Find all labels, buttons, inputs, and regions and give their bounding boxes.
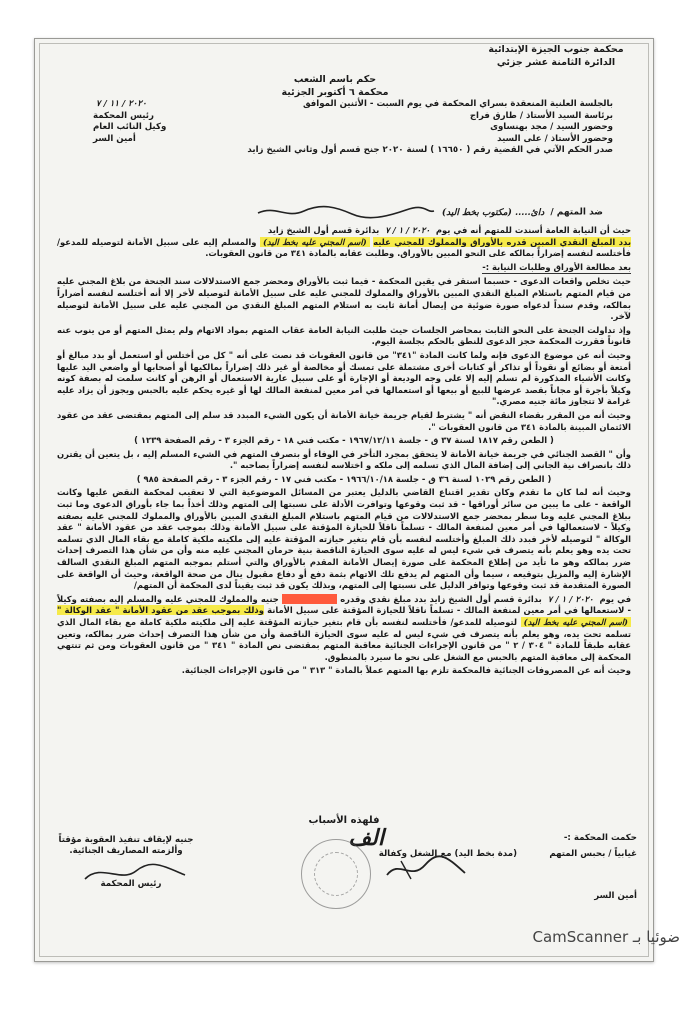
settled-paragraph: وحيث أنه من المقرر بقضاء النقض أنه " يشترط لقيام جريمة خيانة الأمانة أن يكون الشيء المبدد قد سلم إلى المتهم بمقتضى عقد من عقود الائتمان المبينة بالمادة ٣٤١ من قانون العقوبات ". — [57, 409, 631, 432]
sessions-paragraph: وإذ تداولت الجنحة على النحو الثابت بمحاضر الجلسات حيث طلبت النيابة العامة عقاب المتهم بمواد الاتهام ولم يمثل المتهم أو من ينوب عنه قانوناً فقررت المحكمة حجز الدعوى للنطق بالحكم بجلسة اليوم. — [57, 324, 631, 347]
verdict-text: غيابياً / بحبس المتهم — [549, 849, 637, 859]
intent-paragraph: وأن " القصد الجنائي في جريمة خيانة الأمانة لا يتحقق بمجرد التأخر في الوفاء أو بتصرف المتهم في الشيء المسلم إليه ، بل يتعين أن يقترن ذلك بانصراف نية الجاني إلى إضافة المال الذي تسلمه إلى ملكه و اختلاسه لنفسه إضراراً بصاحبه ". — [57, 448, 631, 471]
case-number-line: صدر الحكم الآتي في القضية رقم ( ١٦٦٥٠ ) لسنة ٢٠٢٠ جنح قسم أول وثاني الشيخ زايد — [247, 145, 613, 155]
charge-intro: حيث أن النيابة العامة أسندت للمتهم أنه في يوم — [435, 225, 631, 235]
in-the-name-of-people: حكم باسم الشعب — [293, 74, 377, 85]
repeat-rest: لتوصيله للمدعو/ فأختلسه لنفسه بأن قام بتغير حيازته المؤقتة عليه إلى ملكيته ملكية كاملة مع بقاء المال الذي تسلمه تحت يده، وهو يعلم بأنه يتصرف في شيء ليس له عليه سوى الحيازة الناقصة وأن من شأن هذا التصرف إحداث ضرر بمالكه، وتعين عقابه طبقاً للمادة " ٣٠٤ / ٢ " من قانون الإجراءات الجنائية معاقبة المتهم بمقتضى نص المادة " ٣٤١ " من قانون العقوبات ومن ثم تنتهي المحكمة إلى معاقبة المتهم بالحبس مع الشغل على نحو ما سيرد بالمنطوق. — [57, 617, 631, 662]
accused-name-handwritten: دائ..... (مكتوب بخط اليد) — [441, 207, 545, 218]
ruling-citation-1: ( الطعن رقم ١٨١٧ لسنة ٣٧ ق - جلسة ١٩٦٧/١٢/١١ - مكتب فني ١٨ - رقم الجزء ٣ - رقم الصفحة ١٢٣٩ ) — [134, 435, 554, 446]
clerk-attended: وحضور الأستاذ / على السيد — [497, 133, 613, 144]
repeat-mid: جنيه والمملوك للمجني عليه والمسلم إليه بصفته وكيلاً - لاستعمالها في أمر معين لمنفعة المالك - تسلماً ناقلاً للحيازة المؤقتة على سبيل الأمانة — [57, 593, 631, 616]
accused-line — [113, 205, 603, 219]
repeat-paragraph — [57, 594, 631, 664]
session-date: ٢٠٢٠ / ١١ / ٧ — [96, 99, 147, 109]
court-judgment-page — [34, 38, 654, 962]
facts-paragraph — [57, 276, 631, 322]
repeat-highlight: وذلك بموجب عقد من عقود الأمانة " عقد الوكالة " — [57, 605, 264, 616]
verdict-president: رئيس المحكمة — [100, 879, 162, 889]
charge-rest-2: فأختلسه لنفسه إضراراً بمالكه على النحو المبين بالأوراق. وطلبت عقابه بالمادة ٣٤١ من قانون العقوبات. — [205, 248, 631, 259]
court-header — [471, 43, 641, 69]
merits-text: فإنه ولما كانت المادة "٣٤١" من قانون العقوبات قد نصت على أنه " كل من أختلس أو استعمل أو بدد مبالغ أو أمتعة أو بضائع أو نقوداً أو تذاكر أو كتابات أخرى مشتملة على تمسك أو مخالصة أو غير ذلك إضراراً بمالكيها أو أصحابها أو واضعي اليد عليها وكانت الأشياء المذكورة لم تسلم إليه إلا على وجه الوديعة أو الإجارة أو على سبيل عارية الاستعمال أو الرهن أو كانت سلمت له بصفة كونه وكيلاً بأجرة أو مجاناً بقصد عرضها للبيع أو بيعها أو استعمالها في أمر معين لمنفعة المالك لها أو غيره يحكم عليه بالحبس ويجوز أن يزاد عليه غرامة لا تتجاوز مائة جنيه مصري." — [57, 349, 631, 407]
repeat-place: بدائرة قسم أول الشيخ زايد — [429, 593, 542, 604]
merits-paragraph — [57, 350, 631, 408]
facts-text: - حسبما استقر في يقين المحكمة - فيما ثبت بالأوراق ومحضر جمع الاستدلالات سند الجنحة من بلاغ المجني عليه من قيام المتهم باستلام المبلغ النقدي المبين بالأوراق والمملوك للمجني عليه على سبيل الأمانة لتوصيله لأخر إلا أنه أختلسه لنفسه أضراراً بمالكه، وقدم سنداً لدعواه صورة ضوئية من إيصال أمانة ثابت به استلام المتهم المبلغ النقدي من المجني عليه على سبيل الأمانة لتوصيله لآخر. — [57, 276, 631, 322]
presided-by: برئاسة السيد الأستاذ / طارق فراج — [469, 110, 613, 121]
prosecutor-role: وكيل النائب العام — [93, 122, 167, 132]
merits-heading: وحيث أنه عن موضوع الدعوى — [510, 349, 631, 360]
court-circuit: الدائرة الثامنة عشر جزئي — [496, 57, 616, 68]
session-info — [93, 99, 613, 157]
charge-rest: والمسلم إليه على سبيل الأمانة لتوصيله للمدعو/ — [57, 236, 257, 247]
president-signature-icon — [81, 861, 191, 885]
given-paragraph — [57, 487, 631, 591]
facts-heading: حيث تخلص واقعات الدعوى — [520, 276, 631, 287]
prosecutor-attended: وحضور السيد / مجد بهنساوى — [490, 122, 613, 132]
verdict-suspend: جنيه لإيقاف تنفيذ العقوبة مؤقتاً وألزمته المصاريف الجنائية. — [58, 835, 194, 856]
handwriting-scribble-icon — [256, 205, 436, 219]
public-session-text: بالجلسة العلنية المنعقدة بسراي المحكمة في يوم السبت - الأثنين الموافق — [302, 99, 613, 109]
costs-paragraph: وحيث أنه عن المصروفات الجنائية فالمحكمة تلزم بها المتهم عملاً بالمادة " ٣١٣ " من قانون الإجراءات الجنائية. — [181, 665, 631, 676]
ruling-citation-2: ( الطعن رقم ١٠٢٩ لسنة ٣٦ ق - جلسة ١٩٦٦/١٠/١٨ - مكتب فني ١٧ - رقم الجزء ٣ - رقم الصفحة ٩٨٥ ) — [136, 473, 552, 484]
verdict-heading: حكمت المحكمة :- — [563, 833, 637, 843]
court-line: محكمة ٦ أكتوبر الجزئية — [281, 87, 389, 98]
verdict-bail-handwritten: الف — [348, 825, 384, 851]
clerk-role: أمين السر — [93, 133, 136, 144]
reasons-title: فلهذه الأسباب — [308, 815, 380, 826]
court-name: محكمة جنوب الجيزة الإبتدائية — [488, 44, 624, 55]
review-heading: بعد مطالعة الأوراق وطلبات النيابة :- — [482, 262, 631, 275]
given-text: وكان تقدير اقتناع القاضي بالدليل يعتبر من المسائل الموضوعية التي لا تعقيب لمحكمة النقض عليها وكانت الواقعة - على ما يبين من سائر أوراقها - قد ثبت وقوعها وتوافرت الأدلة على نسبتها إلى المتهم وذلك أخذاً بما جاء بأوراق الدعوى وما ثبت ببلاغ المجني عليه وما سطر بمحضر جمع الاستدلالات من قيام المتهم باستلام المبلغ النقدي المبين بالأوراق والمملوك للمجني عليه بصفته وكيلاً - لاستعمالها في أمر معين لمنفعة المالك - تسلماً ناقلاً للحيازة المؤقتة على سبيل الأمانة وذلك بموجب عقد من عقود الأمانة " عقد الوكالة " لتوصيله لأخر فبدد ذلك المبلغ وأختلسه لنفسه بأن قام بتغير حيازته المؤقتة عليه إلى ملكيته ملكية كاملة مع بقاء المال الذي تسلمه تحت يده وهو يعلم بأنه يتصرف في شيء ليس له عليه سوى الحيازة الناقصة بنية حرمان المجني عليه منه وأن من شأن هذا التصرف إحداث ضرر بمالكه وهو ما تأيد من إطلاع المحكمة على صورة إيصال الأمانة المقدم بالأوراق والتي أستلم بموجبه المتهم المبلغ النقدي السالف الإشارة إليه والمزيل بتوقيعه ، سيما وأن المتهم لم يدفع تلك الاتهام بثمة دفع أو دفاع مقبول ينال من صحة الواقعة، وحيث أن الواقعة على الصورة المتقدمة قد ثبت وقوعها وتوافر الدليل على نسبتها إلى المتهم، وبذلك يكون قد ثبت يقيناً لدى المحكمة أن المتهم/ — [57, 487, 631, 591]
charge-date: ٢٠٢٠ / ١ / ٧ — [385, 225, 430, 235]
repeat-amount: بدد مبلغ نقدي وقدره — [340, 593, 427, 604]
judgment-body — [57, 225, 631, 679]
verdict-clerk: أمين السر — [594, 891, 637, 901]
scanner-watermark: ضوئيا بـ CamScanner — [532, 928, 680, 946]
judgment-title — [185, 73, 485, 99]
victim-name-handwritten: (اسم المجني عليه بخط اليد) — [260, 237, 370, 247]
judge-signature-icon — [381, 853, 471, 883]
repeat-date: ٢٠٢٠ / ١ / ٧ — [547, 593, 594, 604]
charge-place: بدائرة قسم أول الشيخ زايد — [267, 225, 380, 235]
verdict-block — [51, 825, 637, 923]
presided-role: رئيس المحكمة — [93, 110, 154, 121]
accused-label: ضد المتهم / — [550, 207, 603, 218]
verdict-penalty: (مدة بخط اليد) مع الشغل وكفالة — [378, 849, 517, 859]
charge-highlight: بدد المبلغ النقدي المبين قدره بالأوراق والمملوك للمجني عليه — [373, 236, 632, 247]
redacted-amount-mark: xxxxxxxx — [282, 594, 337, 604]
charge-paragraph — [57, 225, 631, 260]
repeat-victim-handwritten: (اسم المجني عليه بخط اليد) — [521, 617, 631, 627]
court-seal-icon — [301, 839, 371, 909]
repeat-date-lead: في يوم — [599, 593, 632, 604]
given-heading: وحيث أنه لما كان ما تقدم — [518, 487, 632, 498]
